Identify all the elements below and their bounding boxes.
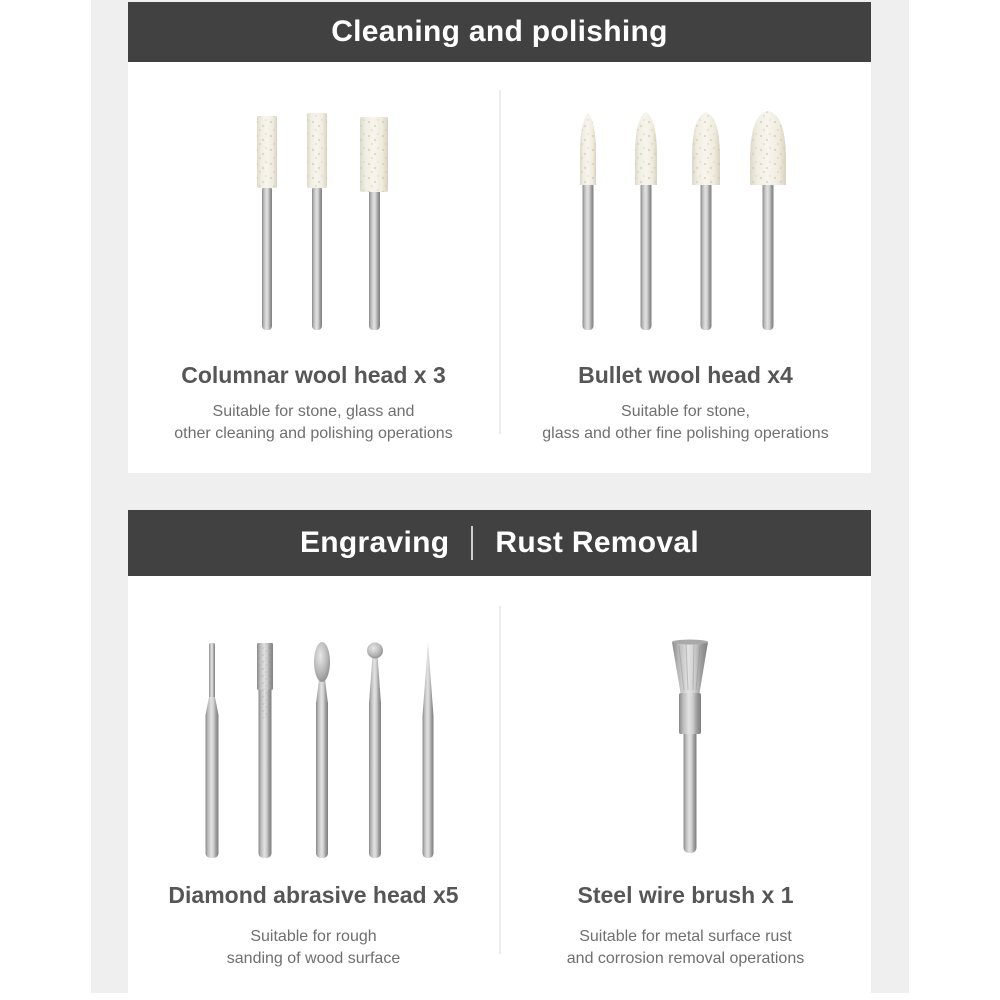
diamond-abrasive-column: [128, 576, 499, 1000]
product-title: Columnar wool head x 3: [181, 362, 446, 388]
description-line: Suitable for stone,: [621, 403, 750, 420]
description-line: glass and other fine polishing operations: [542, 425, 829, 442]
section-title: Rust Removal: [495, 526, 700, 559]
product-title: Bullet wool head x4: [578, 362, 793, 388]
product-description: [500, 926, 871, 970]
section-header-engraving-rust-removal: [128, 510, 871, 576]
header-divider-bar: [471, 526, 473, 560]
columnar-wool-column: [128, 62, 499, 473]
description-line: Suitable for rough: [250, 928, 377, 945]
description-line: sanding of wood surface: [226, 950, 401, 967]
engraving-rust-removal-panel: [128, 576, 871, 1000]
product-title: Diamond abrasive head x5: [168, 882, 459, 908]
description-line: and corrosion removal operations: [566, 950, 805, 967]
cleaning-polishing-panel: [128, 62, 871, 473]
description-line: Suitable for stone, glass and: [212, 403, 415, 420]
product-description: [128, 926, 499, 970]
product-description: [128, 401, 499, 445]
product-title: Steel wire brush x 1: [577, 882, 794, 908]
steel-wire-brush-column: [500, 576, 871, 1000]
section-header-cleaning-polishing: [128, 2, 871, 62]
product-description: [500, 401, 871, 445]
section-title: Cleaning and polishing: [331, 15, 668, 48]
description-line: Suitable for metal surface rust: [579, 928, 792, 945]
section-title: Engraving: [299, 526, 450, 559]
description-line: other cleaning and polishing operations: [174, 425, 453, 442]
bullet-wool-column: [500, 62, 871, 473]
